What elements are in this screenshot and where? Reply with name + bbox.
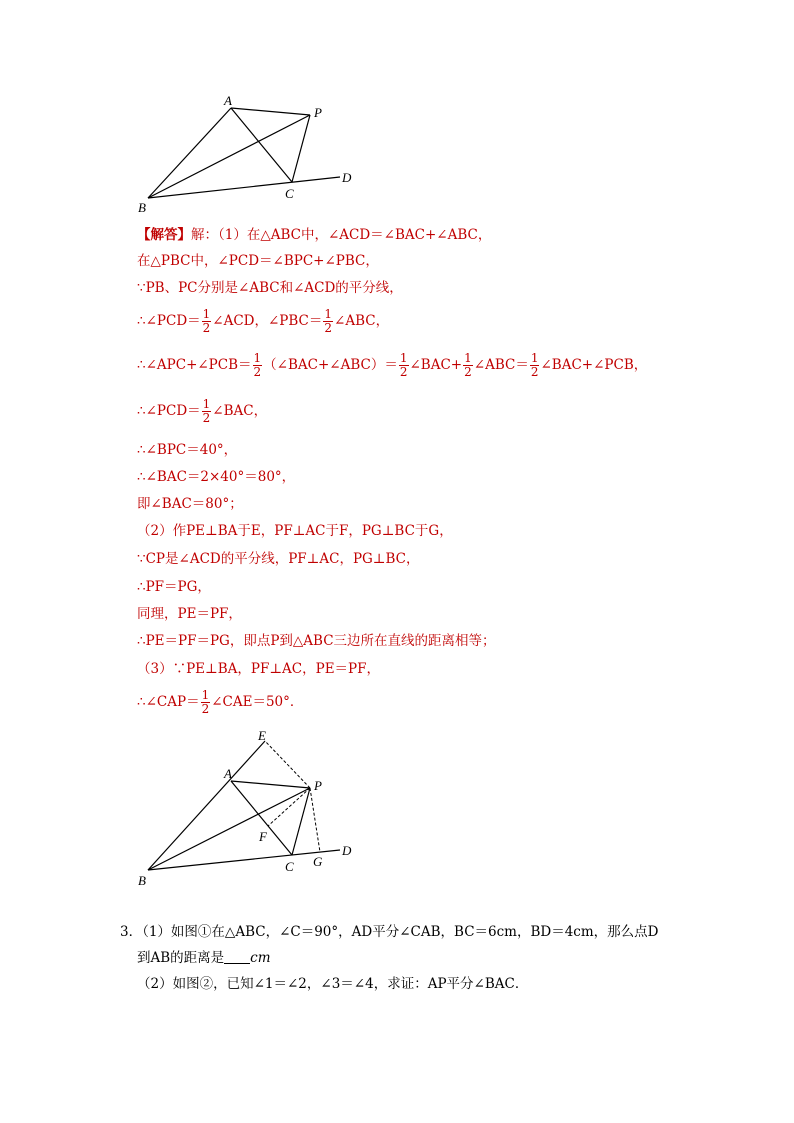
solution-line-10: （2）作PE⊥BA于E，PF⊥AC于F，PG⊥BC于G， xyxy=(137,523,453,539)
label-d: D xyxy=(342,170,352,185)
segment-ab xyxy=(148,108,231,198)
segment-pc xyxy=(292,788,310,855)
solution-line-9: 即∠BAC＝80°； xyxy=(137,496,243,512)
label-e: E xyxy=(258,728,266,743)
solution-line-13: 同理，PE＝PF， xyxy=(137,606,242,622)
segment-pc xyxy=(292,115,310,182)
label-c: C xyxy=(285,186,294,201)
fraction-half: $\frac{1}{2}$ xyxy=(324,307,333,335)
perpendicular-pf xyxy=(268,788,310,826)
problem-3-line-3: （2）如图②，已知∠1＝∠2，∠3＝∠4，求证：AP平分∠BAC． xyxy=(137,976,529,992)
fraction-half: $\frac{1}{2}$ xyxy=(201,688,210,716)
solution-tag: 【解答】 xyxy=(137,227,191,243)
solution-line-12: ∴PF＝PG， xyxy=(137,579,211,595)
problem-3-line-1: 3．（1）如图①在△ABC，∠C＝90°，AD平分∠CAB，BC＝6cm，BD＝4cm，那么点D xyxy=(120,924,659,940)
solution-line-14: ∴PE＝PF＝PG，即点P到△ABC三边所在直线的距离相等； xyxy=(137,633,496,649)
geometry-figure-1 xyxy=(130,90,370,220)
perpendicular-pe xyxy=(265,741,310,788)
label-p: P xyxy=(314,778,322,793)
label-f: F xyxy=(259,829,267,844)
solution-line-3: ∵PB、PC分别是∠ABC和∠ACD的平分线， xyxy=(137,280,403,296)
fraction-half: $\frac{1}{2}$ xyxy=(530,351,539,379)
label-a: A xyxy=(224,766,232,781)
label-c: C xyxy=(285,859,294,874)
solution-line-5: ∴∠APC+∠PCB＝ $\frac{1}{2}$ （∠BAC+∠ABC）＝ $\frac{1}{2}$ ∠BAC+ $\frac{1}{2}$ ∠ABC＝ $\frac{1}{2}$ ∠BAC+∠PCB， xyxy=(137,351,648,379)
segment-ac xyxy=(231,108,292,182)
label-b: B xyxy=(138,200,146,215)
segment-ap xyxy=(231,781,310,788)
solution-line-4: ∴∠PCD＝ $\frac{1}{2}$ ∠ACD，∠PBC＝ $\frac{1}{2}$ ∠ABC， xyxy=(137,307,390,335)
fraction-half: $\frac{1}{2}$ xyxy=(202,397,211,425)
problem-3-line-2: 到AB的距离是 cm xyxy=(137,950,271,966)
fraction-half: $\frac{1}{2}$ xyxy=(399,351,408,379)
segment-bd xyxy=(148,177,340,198)
solution-line-1: 【解答】解：（1）在△ABC中，∠ACD＝∠BAC+∠ABC， xyxy=(137,227,492,243)
solution-line-7: ∴∠BPC＝40°， xyxy=(137,442,238,458)
answer-blank[interactable] xyxy=(224,949,250,964)
solution-line-6: ∴∠PCD＝ $\frac{1}{2}$ ∠BAC， xyxy=(137,397,268,425)
fraction-half: $\frac{1}{2}$ xyxy=(202,307,211,335)
solution-line-2: 在△PBC中，∠PCD＝∠BPC+∠PBC， xyxy=(137,253,379,269)
label-b: B xyxy=(138,873,146,888)
label-p: P xyxy=(314,105,322,120)
label-g: G xyxy=(313,854,323,869)
geometry-figure-2 xyxy=(130,728,370,893)
fraction-half: $\frac{1}{2}$ xyxy=(464,351,472,379)
solution-line-11: ∵CP是∠ACD的平分线，PF⊥AC，PG⊥BC， xyxy=(137,551,420,567)
solution-line-16: ∴∠CAP＝ $\frac{1}{2}$ ∠CAE＝50°． xyxy=(137,688,304,716)
segment-ap xyxy=(231,108,310,115)
solution-line-15: （3）∵PE⊥BA，PF⊥AC，PE＝PF， xyxy=(137,661,381,677)
fraction-half: $\frac{1}{2}$ xyxy=(253,351,262,379)
segment-bd xyxy=(148,850,340,870)
label-d: D xyxy=(342,843,352,858)
perpendicular-pg xyxy=(310,788,320,852)
solution-line-8: ∴∠BAC＝2×40°＝80°， xyxy=(137,469,296,485)
segment-be xyxy=(148,741,265,870)
label-a: A xyxy=(224,93,232,108)
segment-bp xyxy=(148,788,310,870)
problem-number: 3． xyxy=(120,924,143,940)
